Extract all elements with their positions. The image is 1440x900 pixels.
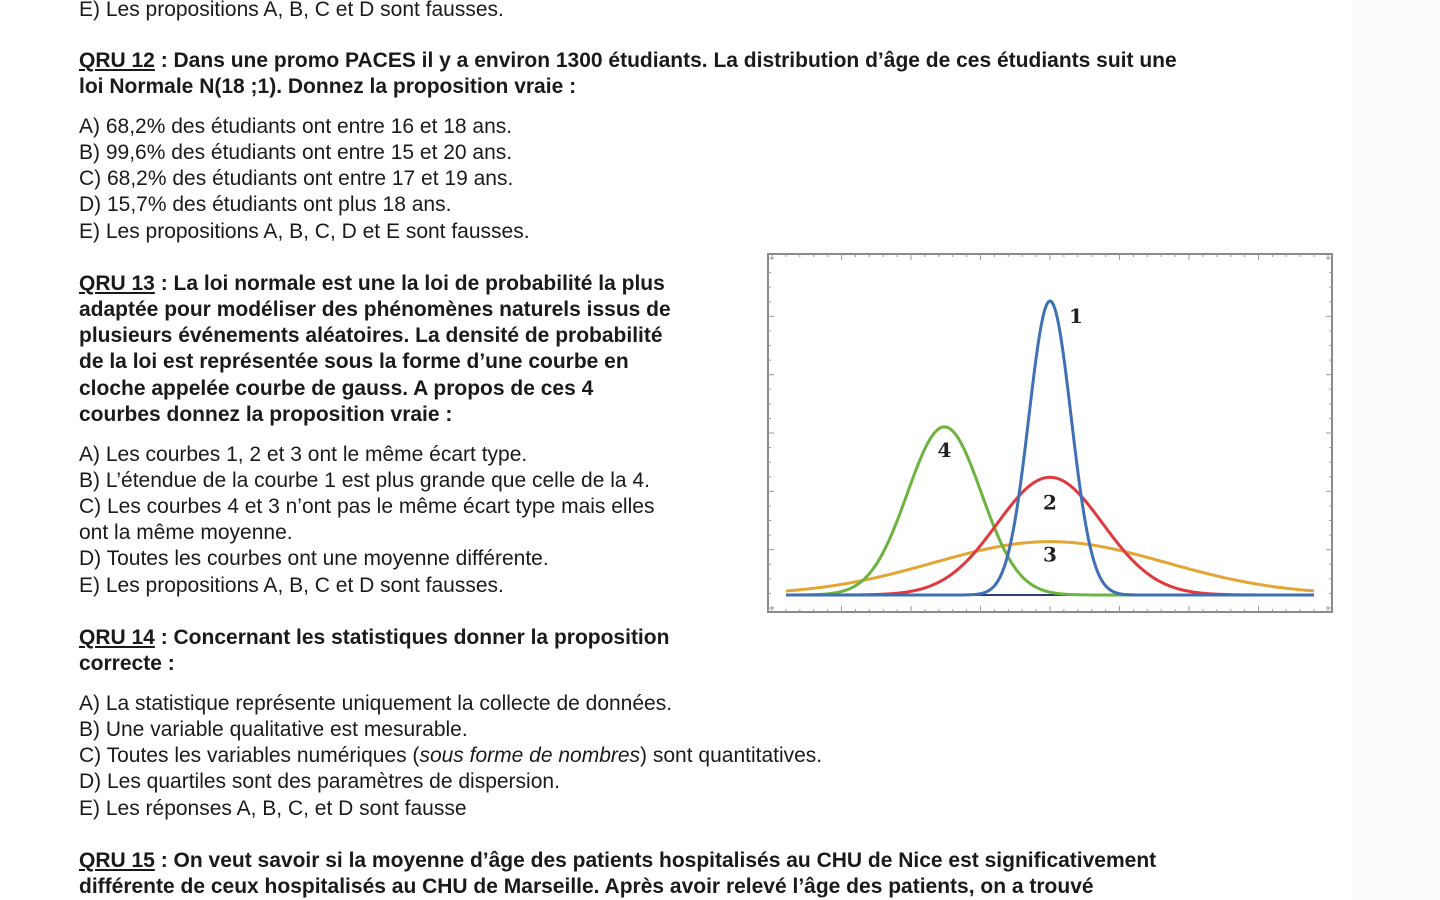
q14-label: QRU 14 — [79, 626, 155, 649]
q13-stem-text1: : La loi normale est une la loi de probabilité la plus — [154, 272, 665, 295]
q13-option-b: B) L’étendue de la courbe 1 est plus grande que celle de la 4. — [79, 469, 650, 492]
q12-stem-line1 — [79, 48, 1177, 74]
q15-stem-text1: : On veut savoir si la moyenne d’âge des patients hospitalisés au CHU de Nice est significativement — [154, 849, 1157, 872]
q12-stem-text1: : Dans une promo PACES il y a environ 1300 étudiants. La distribution d’âge de ces étudiants suit une — [154, 49, 1177, 72]
q13-stem-line3: plusieurs événements aléatoires. La densité de probabilité — [79, 324, 663, 347]
q14-option-c-after: ) sont quantitatives. — [640, 744, 823, 767]
q13-option-d: D) Toutes les courbes ont une moyenne différente. — [79, 547, 549, 570]
page-margin — [1352, 0, 1440, 900]
q14-option-d: D) Les quartiles sont des paramètres de dispersion. — [79, 770, 560, 793]
q14-stem-text1: : Concernant les statistiques donner la proposition — [154, 626, 670, 649]
q13-stem-line2: adaptée pour modéliser des phénomènes naturels issus de — [79, 298, 671, 321]
q14-option-a: A) La statistique représente uniquement la collecte de données. — [79, 692, 673, 715]
q12-option-a: A) 68,2% des étudiants ont entre 16 et 18 ans. — [79, 115, 513, 138]
q13-stem-line1 — [79, 271, 665, 297]
q14-stem-line1 — [79, 625, 669, 651]
q13-stem-line5: cloche appelée courbe de gauss. A propos de ces 4 — [79, 377, 594, 400]
q15-stem-line1 — [79, 848, 1156, 874]
q13-option-c-cont: ont la même moyenne. — [79, 521, 293, 544]
gauss-curves-chart — [766, 252, 1334, 614]
curve-label-1: 1 — [1069, 303, 1083, 328]
prev-question-option-e: E) Les propositions A, B, C et D sont fausses. — [79, 0, 504, 21]
q14-option-c — [79, 743, 822, 769]
q15-label: QRU 15 — [79, 849, 155, 872]
q13-stem-line4: de la loi est représentée sous la forme d’une courbe en — [79, 350, 629, 373]
q14-option-e: E) Les réponses A, B, C, et D sont fausse — [79, 797, 467, 820]
q15-stem-line2: différente de ceux hospitalisés au CHU de Marseille. Après avoir relevé l’âge des patients, on a trouvé — [79, 875, 1094, 898]
q14-option-c-italic: sous forme de nombres — [419, 744, 641, 767]
q12-option-d: D) 15,7% des étudiants ont plus 18 ans. — [79, 193, 452, 216]
q12-stem-line2: loi Normale N(18 ;1). Donnez la proposition vraie : — [79, 75, 577, 98]
q12-option-b: B) 99,6% des étudiants ont entre 15 et 20 ans. — [79, 141, 513, 164]
q14-option-b: B) Une variable qualitative est mesurable. — [79, 718, 468, 741]
q12-label: QRU 12 — [79, 49, 155, 72]
q13-label: QRU 13 — [79, 272, 155, 295]
q13-option-a: A) Les courbes 1, 2 et 3 ont le même écart type. — [79, 443, 528, 466]
q13-option-c: C) Les courbes 4 et 3 n’ont pas le même écart type mais elles — [79, 495, 655, 518]
q13-stem-line6: courbes donnez la proposition vraie : — [79, 403, 453, 426]
curve-label-2: 2 — [1043, 490, 1057, 515]
q12-option-c: C) 68,2% des étudiants ont entre 17 et 19 ans. — [79, 167, 514, 190]
curve-label-4: 4 — [937, 437, 952, 462]
q14-stem-line2: correcte : — [79, 652, 175, 675]
q13-option-e: E) Les propositions A, B, C et D sont fausses. — [79, 574, 504, 597]
q12-option-e: E) Les propositions A, B, C, D et E sont fausses. — [79, 220, 530, 243]
curve-label-3: 3 — [1043, 542, 1057, 567]
q14-option-c-before: C) Toutes les variables numériques ( — [79, 744, 420, 767]
